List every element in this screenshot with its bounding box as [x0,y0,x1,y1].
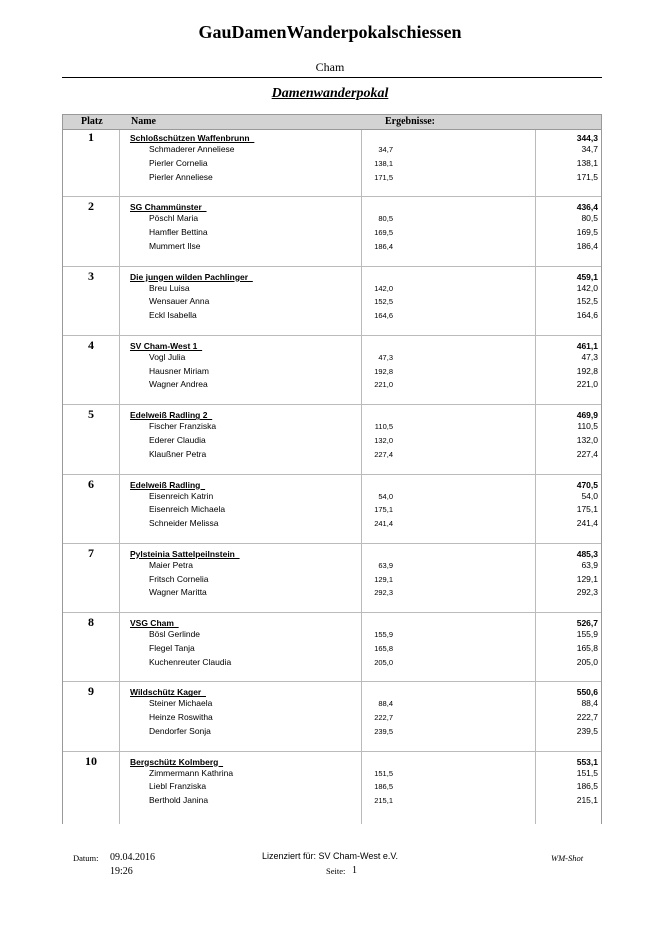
footer-date-label: Datum: [73,853,99,863]
place-number: 1 [88,130,94,144]
member-row [63,213,601,227]
member-score: 129,1 [374,574,393,584]
member-row [63,657,601,671]
team-name: SG Chammünster [130,202,207,213]
member-score: 169,5 [374,228,393,238]
member-result: 175,1 [576,504,598,515]
team-name: VSG Cham [130,618,179,629]
team-group [63,615,601,684]
group-divider [63,335,601,336]
member-name: Eisenreich Katrin [149,490,214,501]
team-total: 461,1 [576,340,598,351]
team-total: 553,1 [576,756,598,767]
member-result: 221,0 [576,379,598,390]
member-score: 164,6 [374,311,393,321]
member-name: Kuchenreuter Claudia [149,656,232,667]
group-divider [63,474,601,475]
table-header [63,114,601,130]
team-name: Edelweiß Radling 2 [130,410,213,421]
column-header-name: Name [131,116,156,127]
member-result: 215,1 [576,795,598,806]
team-name: Bergschütz Kolmberg [130,756,224,767]
member-result: 169,5 [576,227,598,238]
member-name: Eckl Isabella [149,310,197,321]
member-row [63,435,601,449]
place-number: 6 [88,476,94,491]
member-score: 221,0 [374,380,393,390]
member-name: Liebl Franziska [149,781,207,792]
member-score: 165,8 [374,643,393,653]
member-score: 142,0 [374,283,393,293]
member-name: Pöschl Maria [149,213,199,224]
team-total: 470,5 [576,479,598,490]
member-name: Dendorfer Sonja [149,725,211,736]
member-row [63,366,601,380]
group-divider [63,196,601,197]
member-row [63,449,601,463]
member-row [63,310,601,324]
member-row [63,158,601,172]
team-group [63,754,601,823]
member-score: 222,7 [374,713,393,723]
member-result: 186,4 [576,240,598,251]
member-row [63,560,601,574]
team-group [63,199,601,268]
group-divider [63,266,601,267]
member-row [63,712,601,726]
member-result: 132,0 [576,434,598,445]
member-result: 151,5 [576,767,598,778]
team-group [63,407,601,476]
member-score: 34,7 [378,145,393,154]
member-score: 239,5 [374,726,393,736]
footer-page-number: 1 [352,865,357,876]
member-name: Ederer Claudia [149,434,206,445]
member-name: Mummert Ilse [149,240,201,251]
member-name: Maier Petra [149,559,193,570]
member-name: Fischer Franziska [149,421,217,432]
member-name: Zimmermann Kathrina [149,767,234,778]
member-name: Steiner Michaela [149,698,213,709]
results-table [62,114,602,824]
member-score: 175,1 [374,505,393,515]
member-score: 227,4 [374,449,393,459]
member-score: 171,5 [374,172,393,182]
member-row [63,379,601,393]
place-number: 4 [88,337,94,352]
place-number: 2 [88,199,94,214]
member-name: Hausner Miriam [149,365,209,376]
member-score: 47,3 [378,352,393,362]
member-row [63,227,601,241]
member-result: 129,1 [576,573,598,584]
place-number: 9 [88,684,94,699]
footer-software: WM-Shot [551,853,584,863]
member-name: Vogl Julia [149,351,186,362]
member-name: Wagner Andrea [149,379,208,390]
member-row [63,241,601,255]
team-group [63,477,601,546]
member-score: 192,8 [374,366,393,376]
member-score: 132,0 [374,435,393,445]
member-row [63,726,601,740]
member-name: Klaußner Petra [149,448,207,459]
footer-page-label: Seite: [326,866,346,876]
member-row [63,698,601,712]
group-divider [63,404,601,405]
member-result: 164,6 [576,310,598,321]
team-group [63,269,601,338]
member-name: Pierler Cornelia [149,157,208,168]
member-row [63,518,601,532]
member-name: Schneider Melissa [149,518,219,529]
member-result: 142,0 [576,282,598,293]
team-group [63,684,601,753]
member-result: 155,9 [576,629,598,640]
team-total: 344,3 [576,133,598,143]
member-result: 171,5 [576,171,598,182]
member-row [63,629,601,643]
member-name: Breu Luisa [149,282,190,293]
member-row [63,352,601,366]
member-row [63,504,601,518]
member-row [63,421,601,435]
member-row [63,491,601,505]
member-name: Pierler Anneliese [149,171,213,182]
member-name: Fritsch Cornelia [149,573,209,584]
column-header-results: Ergebnisse: [385,116,435,127]
member-score: 88,4 [378,699,393,709]
group-divider [63,751,601,752]
member-score: 110,5 [374,422,393,432]
member-score: 54,0 [378,491,393,501]
team-group [63,130,601,199]
member-score: 205,0 [374,657,393,667]
member-result: 222,7 [576,712,598,723]
member-result: 88,4 [581,698,598,709]
team-name: Schloßschützen Waffenbrunn [130,133,255,143]
member-score: 138,1 [374,158,393,168]
member-result: 205,0 [576,656,598,667]
team-name: Wildschütz Kager [130,687,206,698]
member-score: 152,5 [374,297,393,307]
page-title: GauDamenWanderpokalschiessen [198,22,462,42]
member-score: 292,3 [374,588,393,598]
member-score: 186,4 [374,241,393,251]
member-row [63,296,601,310]
member-score: 215,1 [374,796,393,806]
team-total: 459,1 [576,271,598,282]
place-number: 8 [88,615,94,630]
member-result: 34,7 [581,144,598,154]
member-result: 186,5 [576,781,598,792]
member-result: 192,8 [576,365,598,376]
member-score: 241,4 [374,519,393,529]
place-number: 3 [88,268,94,283]
member-score: 155,9 [374,630,393,640]
member-row [63,172,601,186]
team-total: 485,3 [576,548,598,559]
column-header-place: Platz [81,116,103,127]
team-name: Die jungen wilden Pachlinger [130,271,253,282]
member-result: 165,8 [576,642,598,653]
footer-time: 19:26 [110,866,133,877]
member-result: 239,5 [576,725,598,736]
member-result: 63,9 [581,559,598,570]
member-row [63,144,601,158]
member-name: Flegel Tanja [149,642,195,653]
member-score: 151,5 [374,768,393,778]
place-number: 7 [88,545,94,560]
section-title: Damenwanderpokal [271,86,389,101]
team-name: SV Cham-West 1 [130,340,203,351]
member-result: 227,4 [576,448,598,459]
member-name: Hamfler Bettina [149,227,208,238]
footer-date: 09.04.2016 [110,852,155,863]
place-number: 5 [88,407,94,422]
member-result: 241,4 [576,518,598,529]
member-name: Berthold Janina [149,795,209,806]
team-group [63,338,601,407]
group-divider [63,681,601,682]
member-name: Eisenreich Michaela [149,504,226,515]
member-score: 80,5 [378,214,393,224]
member-result: 152,5 [576,296,598,307]
team-group [63,546,601,615]
member-name: Wensauer Anna [149,296,210,307]
member-row [63,587,601,601]
member-result: 54,0 [581,490,598,501]
member-name: Heinze Roswitha [149,712,213,723]
group-divider [63,543,601,544]
member-row [63,283,601,297]
member-result: 80,5 [581,213,598,224]
member-result: 47,3 [581,351,598,362]
team-name: Edelweiß Radling [130,479,206,490]
member-row [63,781,601,795]
member-score: 186,5 [374,782,393,792]
group-divider [63,612,601,613]
member-row [63,574,601,588]
member-score: 63,9 [378,560,393,570]
member-name: Schmaderer Anneliese [149,144,235,154]
member-row [63,643,601,657]
place-number: 10 [85,753,97,768]
team-total: 436,4 [576,202,598,213]
footer-license: Lizenziert für: SV Cham-West e.V. [261,851,399,861]
header-divider [62,77,602,78]
location-subtitle: Cham [315,60,345,74]
member-result: 138,1 [576,157,598,168]
team-total: 526,7 [576,618,598,629]
member-row [63,768,601,782]
team-total: 550,6 [576,687,598,698]
member-result: 110,5 [577,421,598,432]
team-name: Pylsteinia Sattelpeilnstein [130,548,240,559]
member-row [63,795,601,809]
member-name: Wagner Maritta [149,587,207,598]
team-total: 469,9 [576,410,598,421]
member-result: 292,3 [576,587,598,598]
member-name: Bösl Gerlinde [149,629,201,640]
